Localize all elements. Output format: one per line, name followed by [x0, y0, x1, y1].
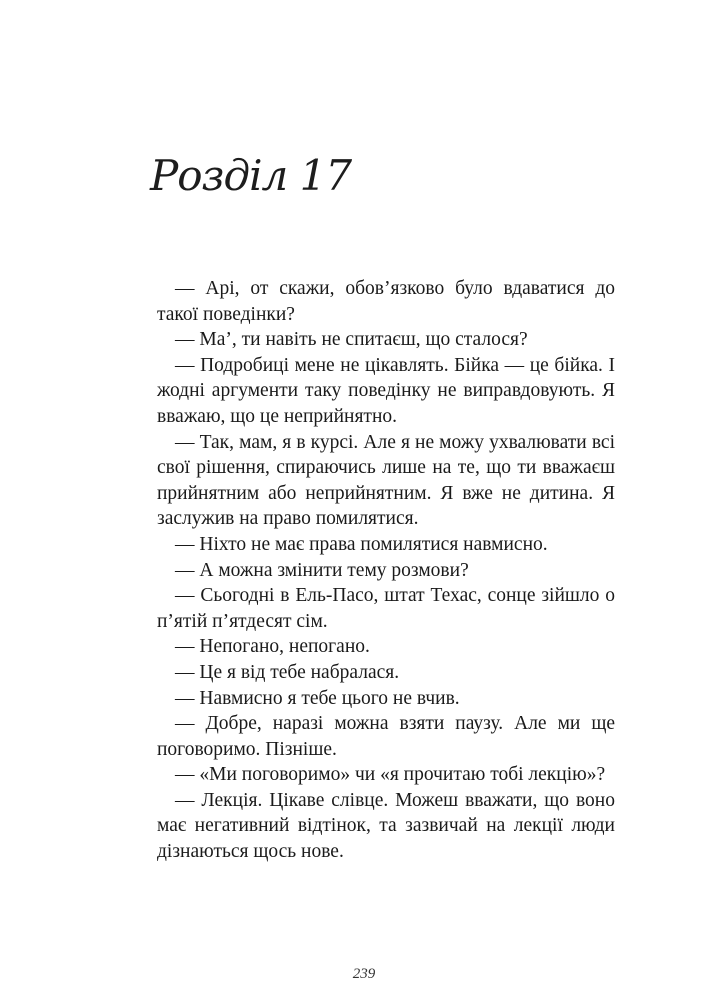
- paragraph: — А можна змінити тему розмови?: [175, 559, 469, 581]
- paragraph: — Сьогодні в Ель-Пасо, штат Техас, сонце зійшло о п’ятій п’ятдесят сім.: [157, 585, 615, 632]
- paragraph: — Лекція. Цікаве слівце. Можеш вважати, що воно має негативний відтінок, та зазвичай на лекції люди дізнаються щось нове.: [157, 789, 615, 863]
- paragraph: — Арі, от скажи, обов’язково було вдаватися до такої поведінки?: [157, 278, 615, 325]
- paragraph: — «Ми поговоримо» чи «я прочитаю тобі лекцію»?: [175, 764, 606, 786]
- chapter-title: [150, 136, 351, 216]
- paragraph: — Навмисно я тебе цього не вчив.: [175, 687, 460, 709]
- chapter-body: [157, 276, 615, 865]
- paragraph: — Добре, наразі можна взяти паузу. Але ми ще поговоримо. Пізніше.: [157, 713, 615, 760]
- paragraph: — Так, мам, я в курсі. Але я не можу ухвалювати всі свої рішення, спираючись лише на те, що ти вважаєш прийнятним або неприйнятним. Я вже не дитина. Я заслужив на право помилятися.: [157, 431, 615, 530]
- paragraph: — Непогано, непогано.: [175, 636, 370, 658]
- paragraph: — Ніхто не має права помилятися навмисно.: [175, 533, 548, 555]
- paragraph: — Це я від тебе набралася.: [175, 661, 400, 683]
- chapter-title-text: Розділ 17: [150, 151, 352, 200]
- paragraph: — Ма’, ти навіть не спитаєш, що сталося?: [175, 329, 528, 351]
- page-number: 239: [352, 966, 376, 982]
- paragraph: — Подробиці мене не цікавлять. Бійка — це бійка. І жодні аргументи таку поведінку не виправдовують. Я вважаю, що це неприйнятно.: [157, 354, 615, 427]
